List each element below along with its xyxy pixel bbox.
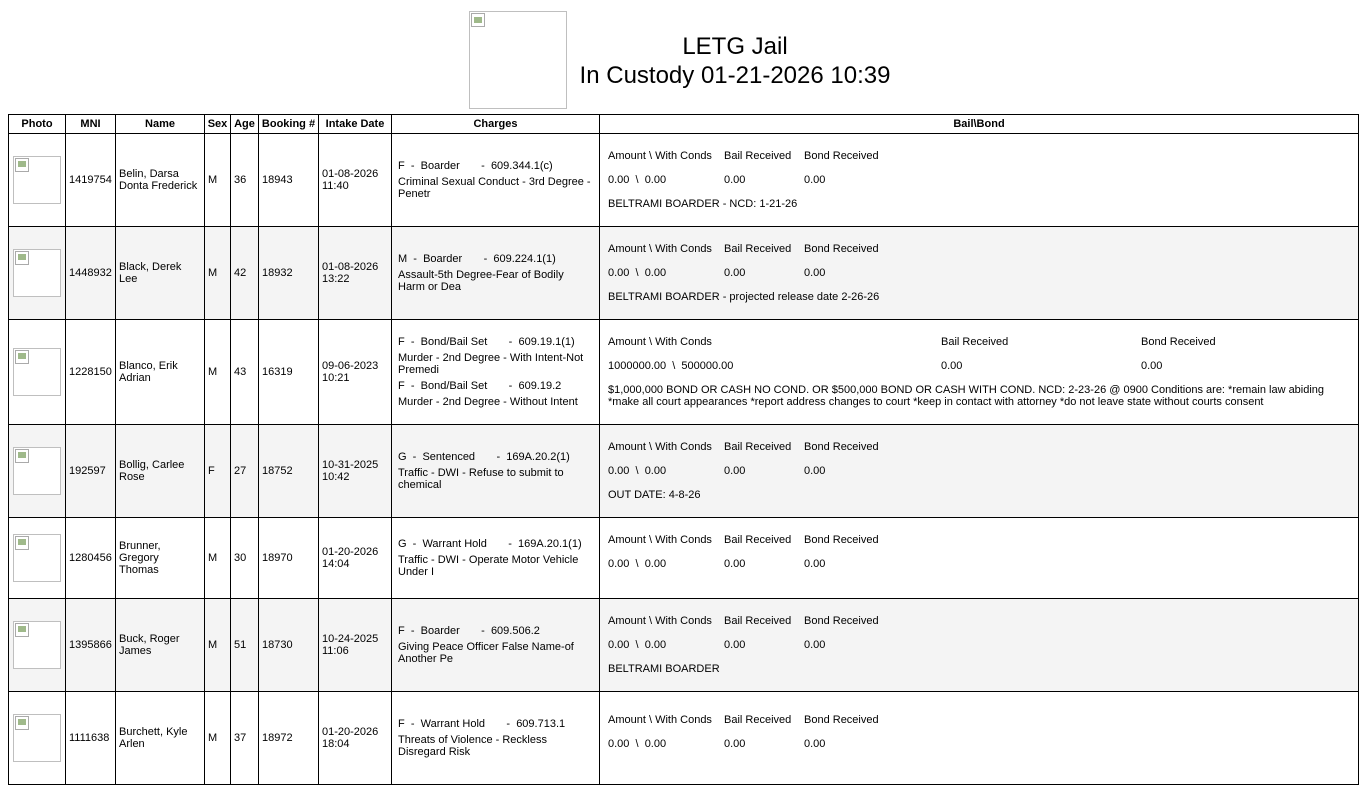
charges-cell (392, 320, 600, 425)
bond-note: BELTRAMI BOARDER - NCD: 1-21-26 (608, 198, 798, 210)
name-cell: Buck, Roger James (116, 599, 205, 692)
inmate-row (9, 227, 1359, 320)
inmate-row (9, 134, 1359, 227)
bail-bond-block (600, 330, 1358, 414)
intake-date-cell (319, 134, 392, 227)
intake-time: 10:42 (322, 471, 350, 483)
bond-values-row (608, 465, 1350, 477)
facility-logo-image (469, 11, 567, 109)
bond-received-label: Bond Received (804, 441, 879, 453)
intake-time: 10:21 (322, 372, 350, 384)
column-header-bail-bond: Bail\Bond (600, 115, 1359, 134)
bond-received-label: Bond Received (804, 615, 879, 627)
bond-values-row (608, 267, 1350, 279)
bond-header-row (608, 441, 1350, 453)
bond-received-label: Bond Received (804, 243, 879, 255)
inmate-row (9, 599, 1359, 692)
charge-type: Warrant Hold (420, 718, 486, 730)
bail-bond-cell (600, 134, 1359, 227)
booking-cell: 18932 (259, 227, 319, 320)
amount-value: 0.00 \ 0.00 (608, 174, 667, 186)
sex-cell: M (205, 599, 231, 692)
intake-date: 01-08-2026 (322, 261, 379, 273)
charge-statute: 609.19.2 (518, 380, 562, 392)
amount-label: Amount \ With Conds (608, 714, 712, 726)
name-cell: Belin, Darsa Donta Frederick (116, 134, 205, 227)
amount-value: 0.00 \ 0.00 (608, 465, 667, 477)
intake-time: 18:04 (322, 738, 350, 750)
amount-label: Amount \ With Conds (608, 336, 712, 348)
booking-cell: 18752 (259, 425, 319, 518)
inmate-row (9, 425, 1359, 518)
amount-value: 0.00 \ 0.00 (608, 267, 667, 279)
charge-entry: G - Warrant Hold - 169A.20.1(1) Traffic - DWI - Operate Motor Vehicle Under I (398, 538, 593, 578)
booking-cell: 18943 (259, 134, 319, 227)
bail-received-label: Bail Received (941, 336, 1009, 348)
intake-date-cell (319, 227, 392, 320)
bail-bond-cell (600, 227, 1359, 320)
charge-entry: F - Boarder - 609.506.2 Giving Peace Officer False Name-of Another Pe (398, 625, 593, 665)
charge-description: Murder - 2nd Degree - Without Intent (398, 396, 578, 408)
charge-level: G (398, 538, 407, 550)
age-cell: 42 (231, 227, 259, 320)
photo-cell (9, 599, 66, 692)
page-title: LETG Jail (682, 33, 788, 60)
intake-date-cell (319, 425, 392, 518)
name-cell: Brunner, Gregory Thomas (116, 518, 205, 599)
bail-bond-cell (600, 599, 1359, 692)
bond-received-value: 0.00 (804, 174, 826, 186)
charge-statute: 609.344.1(c) (490, 160, 553, 172)
charge-description: Traffic - DWI - Operate Motor Vehicle Under I (398, 554, 579, 578)
charge-level: F (398, 625, 405, 637)
bond-note: BELTRAMI BOARDER (608, 663, 720, 675)
charge-statute: 609.506.2 (490, 625, 540, 637)
intake-date: 01-20-2026 (322, 726, 379, 738)
charges-cell (392, 518, 600, 599)
charge-entry: F - Warrant Hold - 609.713.1 Threats of Violence - Reckless Disregard Risk (398, 718, 593, 758)
age-cell: 30 (231, 518, 259, 599)
intake-time: 14:04 (322, 558, 350, 570)
photo-cell (9, 425, 66, 518)
intake-time: 11:06 (322, 645, 349, 657)
mni-cell: 1395866 (66, 599, 116, 692)
bail-received-value: 0.00 (724, 174, 746, 186)
bond-received-value: 0.00 (804, 465, 826, 477)
photo-cell (9, 692, 66, 785)
column-header-booking: Booking # (259, 115, 319, 134)
intake-date: 01-08-2026 (322, 168, 379, 180)
booking-cell: 16319 (259, 320, 319, 425)
bail-received-label: Bail Received (724, 441, 792, 453)
photo-cell (9, 518, 66, 599)
age-cell: 27 (231, 425, 259, 518)
bond-received-value: 0.00 (804, 639, 826, 651)
charge-type: Boarder (423, 253, 463, 265)
column-header-name: Name (116, 115, 205, 134)
bail-bond-block (600, 144, 1358, 216)
intake-date: 10-31-2025 (322, 459, 379, 471)
sex-cell: M (205, 320, 231, 425)
intake-time: 13:22 (322, 273, 350, 285)
name-cell: Blanco, Erik Adrian (116, 320, 205, 425)
age-cell: 51 (231, 599, 259, 692)
column-header-mni: MNI (66, 115, 116, 134)
bond-header-row (608, 714, 1350, 726)
bail-bond-cell (600, 518, 1359, 599)
charge-type: Boarder (420, 625, 460, 637)
booking-cell: 18730 (259, 599, 319, 692)
charge-level: F (398, 380, 405, 392)
charge-entry: F - Bond/Bail Set - 609.19.1(1) Murder - 2nd Degree - With Intent-Not Premedi (398, 336, 593, 376)
photo-cell (9, 227, 66, 320)
charge-level: F (398, 160, 405, 172)
charge-description: Assault-5th Degree-Fear of Bodily Harm or Dea (398, 269, 564, 293)
custody-table (8, 114, 1359, 785)
inmate-row (9, 692, 1359, 785)
bond-header-row (608, 534, 1350, 546)
page-header (560, 32, 910, 90)
mni-cell: 1280456 (66, 518, 116, 599)
bail-bond-cell (600, 692, 1359, 785)
bail-received-value: 0.00 (941, 360, 963, 372)
mni-cell: 1111638 (66, 692, 116, 785)
charge-type: Bond/Bail Set (420, 380, 488, 392)
bail-received-label: Bail Received (724, 243, 792, 255)
bail-received-value: 0.00 (724, 738, 746, 750)
bail-bond-block (600, 528, 1358, 588)
bond-received-value: 0.00 (1141, 360, 1163, 372)
charge-statute: 609.19.1(1) (518, 336, 575, 348)
column-header-age: Age (231, 115, 259, 134)
amount-value: 0.00 \ 0.00 (608, 639, 667, 651)
bail-received-value: 0.00 (724, 267, 746, 279)
bond-received-value: 0.00 (804, 558, 826, 570)
intake-date: 10-24-2025 (322, 633, 379, 645)
inmate-photo[interactable] (13, 534, 61, 582)
intake-date-cell (319, 320, 392, 425)
bond-received-value: 0.00 (804, 738, 826, 750)
photo-cell (9, 134, 66, 227)
column-header-photo: Photo (9, 115, 66, 134)
name-cell: Bollig, Carlee Rose (116, 425, 205, 518)
inmate-photo[interactable] (13, 348, 61, 396)
mni-cell: 192597 (66, 425, 116, 518)
name-cell: Black, Derek Lee (116, 227, 205, 320)
bail-received-label: Bail Received (724, 615, 792, 627)
charge-statute: 609.713.1 (516, 718, 566, 730)
bail-bond-block (600, 609, 1358, 681)
charge-level: G (398, 451, 407, 463)
amount-label: Amount \ With Conds (608, 150, 712, 162)
bond-received-label: Bond Received (804, 150, 879, 162)
charge-type: Sentenced (422, 451, 476, 463)
bond-header-row (608, 336, 1350, 348)
bond-note: OUT DATE: 4-8-26 (608, 489, 701, 501)
age-cell: 43 (231, 320, 259, 425)
charge-description: Threats of Violence - Reckless Disregard Risk (398, 734, 547, 758)
mni-cell: 1448932 (66, 227, 116, 320)
charge-statute: 609.224.1(1) (493, 253, 556, 265)
amount-value: 0.00 \ 0.00 (608, 558, 667, 570)
bail-received-label: Bail Received (724, 534, 792, 546)
intake-date: 09-06-2023 (322, 360, 379, 372)
inmate-photo[interactable] (13, 249, 61, 297)
charge-entry: M - Boarder - 609.224.1(1) Assault-5th Degree-Fear of Bodily Harm or Dea (398, 253, 593, 293)
column-header-charges: Charges (392, 115, 600, 134)
table-header-row (9, 115, 1359, 134)
inmate-photo[interactable] (13, 714, 61, 762)
charge-type: Boarder (420, 160, 460, 172)
sex-cell: M (205, 518, 231, 599)
bond-header-row (608, 150, 1350, 162)
sex-cell: M (205, 134, 231, 227)
bail-bond-block (600, 435, 1358, 507)
intake-date-cell (319, 692, 392, 785)
inmate-row (9, 518, 1359, 599)
mni-cell: 1419754 (66, 134, 116, 227)
charge-statute: 169A.20.1(1) (518, 538, 582, 550)
amount-label: Amount \ With Conds (608, 615, 712, 627)
charges-cell (392, 692, 600, 785)
charge-entry: G - Sentenced - 169A.20.2(1) Traffic - DWI - Refuse to submit to chemical (398, 451, 593, 491)
amount-label: Amount \ With Conds (608, 441, 712, 453)
bond-received-label: Bond Received (1141, 336, 1216, 348)
inmate-photo[interactable] (13, 447, 61, 495)
bail-received-label: Bail Received (724, 714, 792, 726)
charge-description: Murder - 2nd Degree - With Intent-Not Premedi (398, 352, 584, 376)
amount-value: 0.00 \ 0.00 (608, 738, 667, 750)
inmate-photo[interactable] (13, 156, 61, 204)
charges-cell (392, 425, 600, 518)
bond-values-row (608, 738, 1350, 750)
charge-statute: 169A.20.2(1) (506, 451, 570, 463)
bail-bond-block (600, 237, 1358, 309)
charge-level: F (398, 718, 405, 730)
bond-header-row (608, 615, 1350, 627)
bail-bond-block (600, 708, 1358, 768)
sex-cell: F (205, 425, 231, 518)
name-cell: Burchett, Kyle Arlen (116, 692, 205, 785)
column-header-sex: Sex (205, 115, 231, 134)
bond-note: BELTRAMI BOARDER - projected release date 2-26-26 (608, 291, 880, 303)
age-cell: 36 (231, 134, 259, 227)
charge-entry: F - Bond/Bail Set - 609.19.2 Murder - 2nd Degree - Without Intent (398, 380, 593, 408)
charge-level: M (398, 253, 408, 265)
bond-values-row (608, 174, 1350, 186)
bail-bond-cell (600, 320, 1359, 425)
amount-value: 1000000.00 \ 500000.00 (608, 360, 734, 372)
amount-label: Amount \ With Conds (608, 243, 712, 255)
intake-date: 01-20-2026 (322, 546, 379, 558)
intake-time: 11:40 (322, 180, 349, 192)
charge-description: Giving Peace Officer False Name-of Another Pe (398, 641, 574, 665)
bond-note: $1,000,000 BOND OR CASH NO COND. OR $500,000 BOND OR CASH WITH COND. NCD: 2-23-26 @ 0900 Conditions are: *remain law abiding *make all court appearances *report address changes to court *keep in contact with attorney *do not leave state without courts consent (608, 384, 1325, 408)
bond-received-label: Bond Received (804, 714, 879, 726)
bond-values-row (608, 558, 1350, 570)
bond-values-row (608, 360, 1350, 372)
intake-date-cell (319, 599, 392, 692)
bail-received-label: Bail Received (724, 150, 792, 162)
bail-received-value: 0.00 (724, 558, 746, 570)
photo-cell (9, 320, 66, 425)
charge-description: Criminal Sexual Conduct - 3rd Degree - Penetr (398, 176, 591, 200)
charge-level: F (398, 336, 405, 348)
mni-cell: 1228150 (66, 320, 116, 425)
charge-type: Bond/Bail Set (420, 336, 488, 348)
inmate-photo[interactable] (13, 621, 61, 669)
bond-header-row (608, 243, 1350, 255)
charge-entry: F - Boarder - 609.344.1(c) Criminal Sexual Conduct - 3rd Degree - Penetr (398, 160, 593, 200)
amount-label: Amount \ With Conds (608, 534, 712, 546)
sex-cell: M (205, 227, 231, 320)
charges-cell (392, 599, 600, 692)
bond-received-label: Bond Received (804, 534, 879, 546)
charge-description: Traffic - DWI - Refuse to submit to chemical (398, 467, 564, 491)
charges-cell (392, 134, 600, 227)
inmate-row (9, 320, 1359, 425)
bail-bond-cell (600, 425, 1359, 518)
bond-values-row (608, 639, 1350, 651)
bail-received-value: 0.00 (724, 465, 746, 477)
charge-type: Warrant Hold (422, 538, 487, 550)
sex-cell: M (205, 692, 231, 785)
charges-cell (392, 227, 600, 320)
age-cell: 37 (231, 692, 259, 785)
column-header-intake-date: Intake Date (319, 115, 392, 134)
booking-cell: 18970 (259, 518, 319, 599)
bond-received-value: 0.00 (804, 267, 826, 279)
page-subtitle: In Custody 01-21-2026 10:39 (579, 62, 891, 89)
broken-image-icon (471, 13, 485, 27)
booking-cell: 18972 (259, 692, 319, 785)
bail-received-value: 0.00 (724, 639, 746, 651)
intake-date-cell (319, 518, 392, 599)
